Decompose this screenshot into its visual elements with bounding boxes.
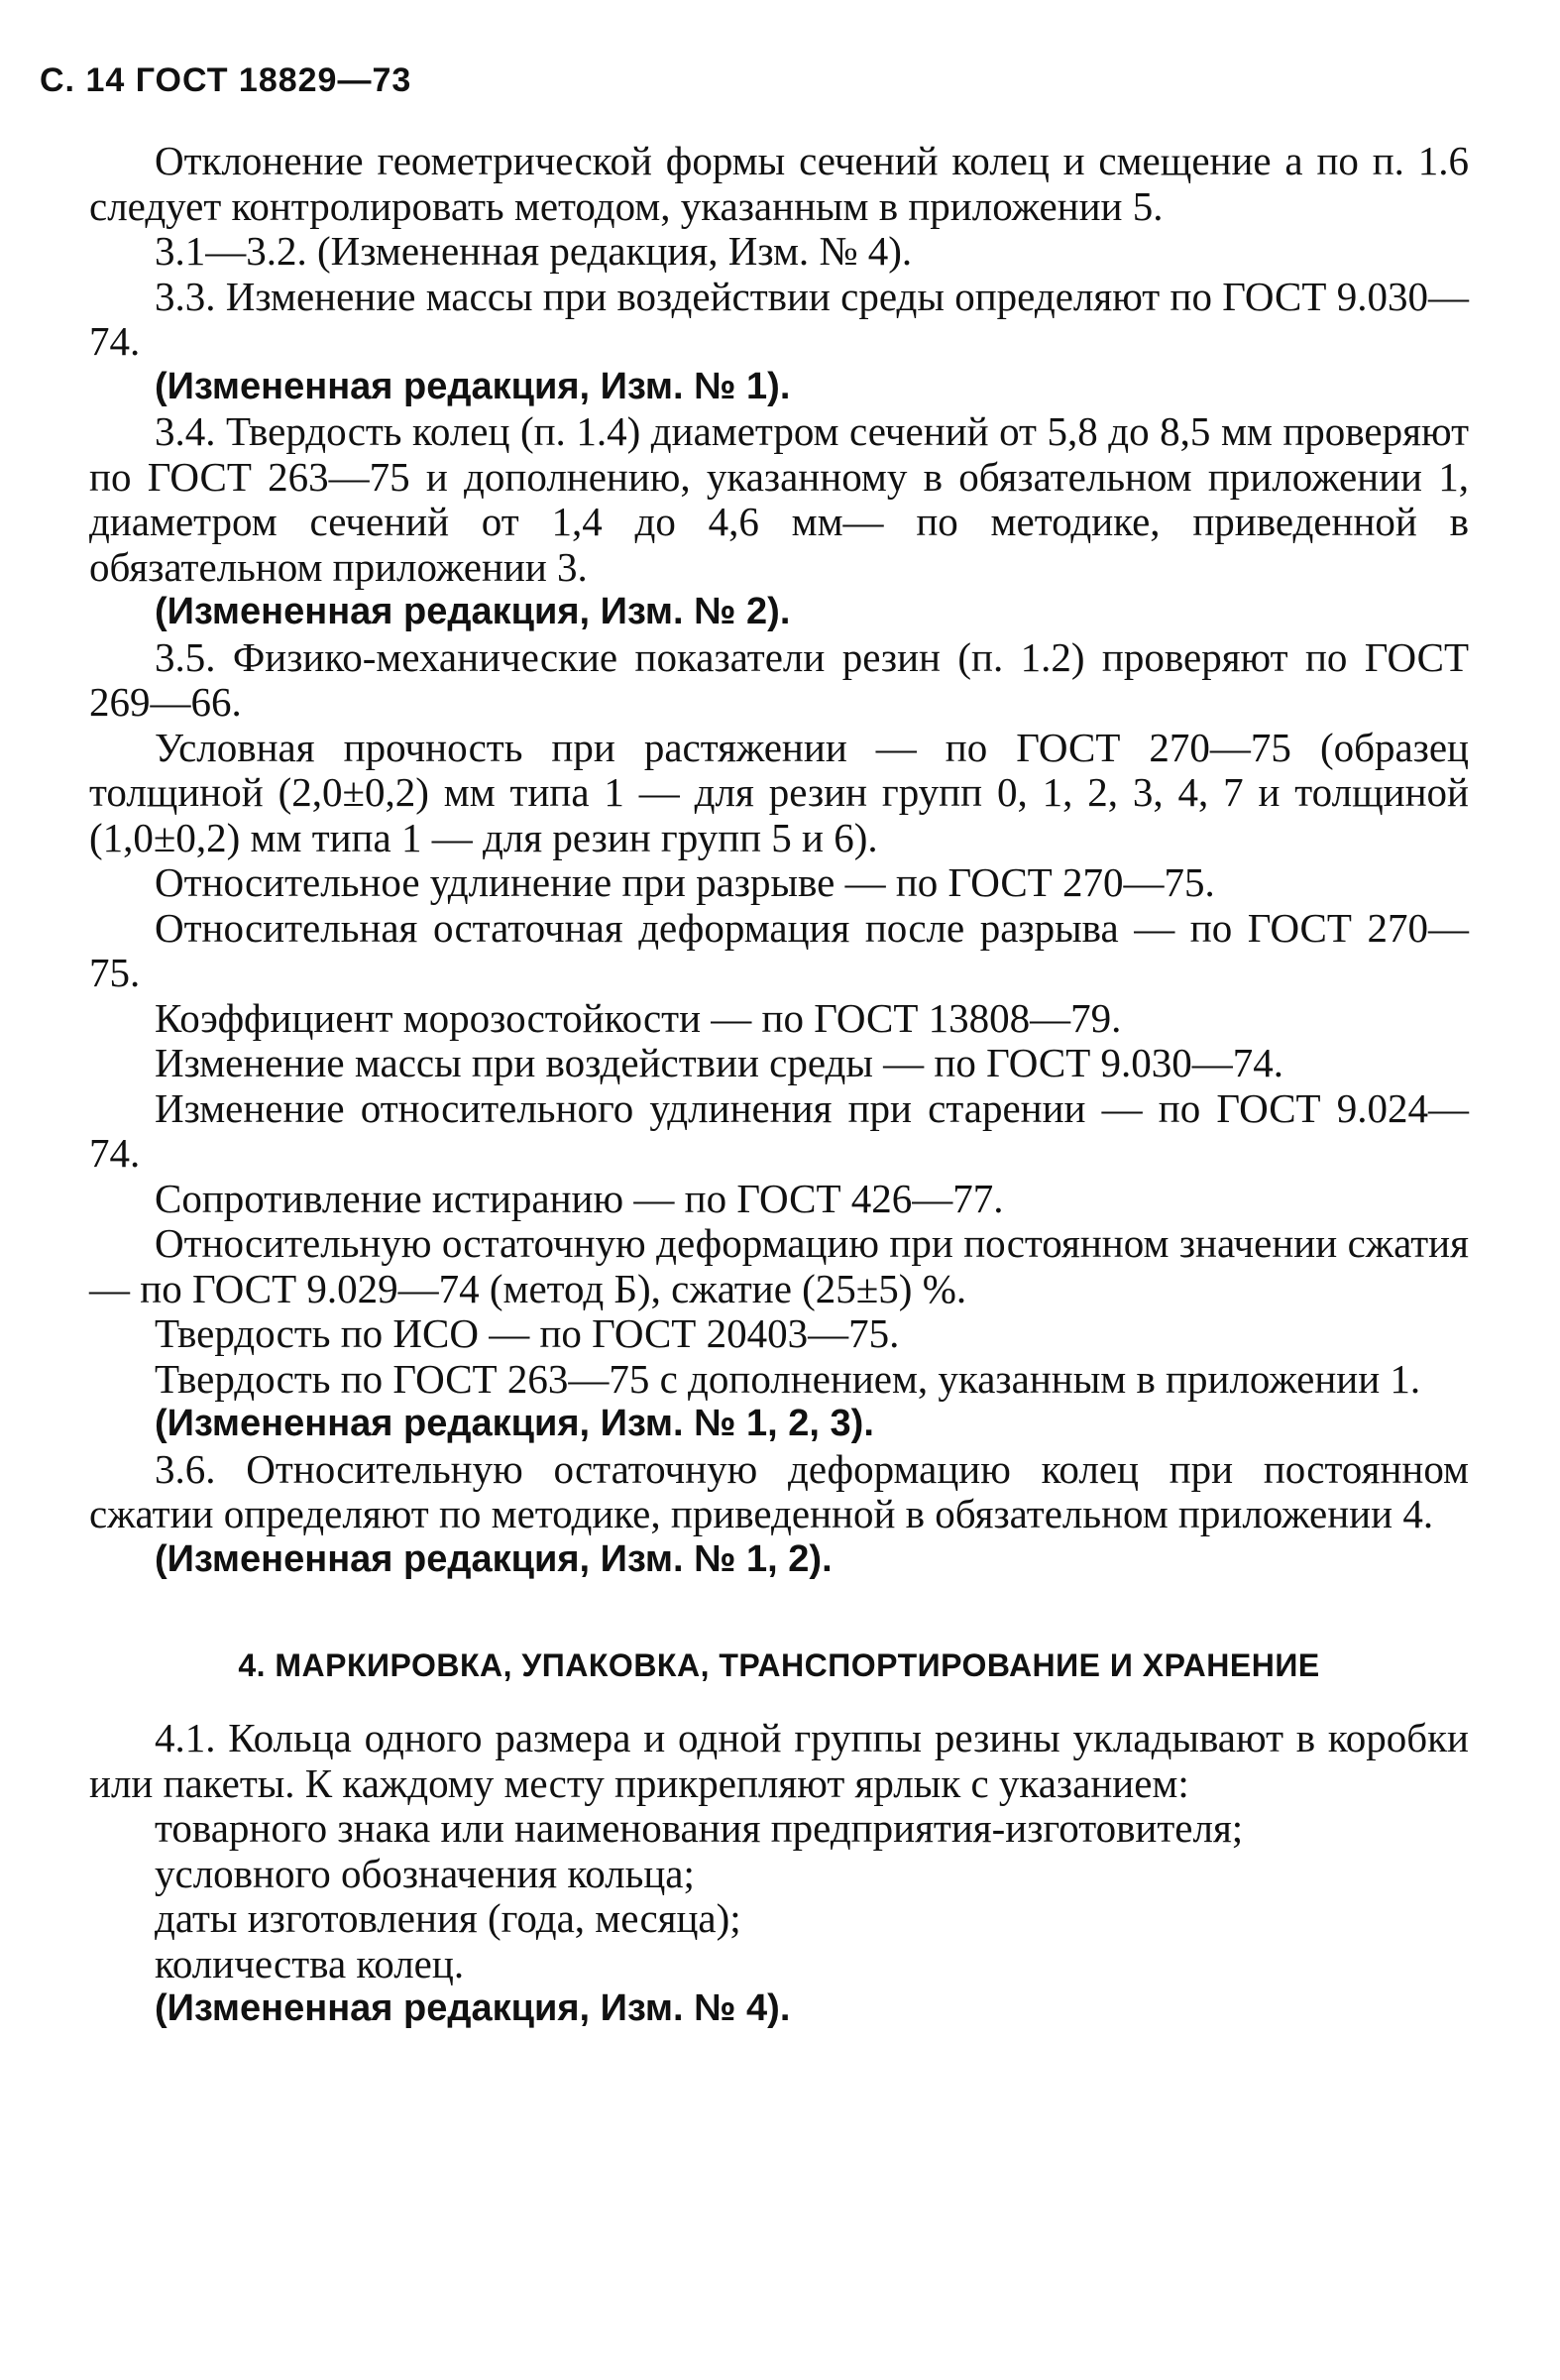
paragraph: Твердость по ГОСТ 263—75 с дополнением, указанным в приложении 1. [155, 1355, 1421, 1402]
paragraph: Коэффициент морозостойкости — по ГОСТ 13808—79. [155, 994, 1122, 1041]
paragraph: Относительное удлинение при разрыве — по ГОСТ 270—75. [155, 859, 1215, 905]
amendment-note: (Измененная редакция, Изм. № 1). [155, 365, 791, 407]
paragraph: 3.1—3.2. (Измененная редакция, Изм. № 4). [155, 228, 913, 274]
section-4-text [89, 1716, 1469, 2032]
amendment-note: (Измененная редакция, Изм. № 1, 2, 3). [155, 1403, 874, 1444]
list-item: условного обозначения кольца; [155, 1850, 695, 1896]
list-item: даты изготовления (года, месяца); [155, 1895, 741, 1941]
paragraph: 3.6. Относительную остаточную деформацию колец при постоянном сжатии определяют по методике, приведенной в обязательном приложении 4. [89, 1445, 1469, 1536]
paragraph: Относительную остаточную деформацию при постоянном значении сжатия — по ГОСТ 9.029—74 (метод Б), сжатие (25±5) %. [89, 1220, 1469, 1311]
running-head: С. 14 ГОСТ 18829—73 [40, 61, 412, 99]
paragraph: Изменение относительного удлинения при старении — по ГОСТ 9.024—74. [89, 1084, 1469, 1176]
list-item: количества колец. [155, 1940, 465, 1986]
paragraph: Относительная остаточная деформация после разрыва — по ГОСТ 270—75. [89, 904, 1469, 995]
page-body [89, 139, 1469, 2032]
list-item: товарного знака или наименования предприятия-изготовителя; [155, 1805, 1244, 1851]
paragraph: Условная прочность при растяжении — по ГОСТ 270—75 (образец толщиной (2,0±0,2) мм типа 1 — для резин групп 0, 1, 2, 3, 4, 7 и толщиной (1,0±0,2) мм типа 1 — для резин групп 5 и 6). [89, 724, 1469, 860]
paragraph: Сопротивление истиранию — по ГОСТ 426—77. [155, 1175, 1004, 1221]
paragraph: Отклонение геометрической формы сечений колец и смещение a по п. 1.6 следует контролировать методом, указанным в приложении 5. [89, 138, 1469, 229]
section-4-title: 4. МАРКИРОВКА, УПАКОВКА, ТРАНСПОРТИРОВАНИЕ И ХРАНЕНИЕ [238, 1647, 1320, 1683]
paragraph: Изменение массы при воздействии среды — по ГОСТ 9.030—74. [155, 1040, 1284, 1085]
paragraph: 3.4. Твердость колец (п. 1.4) диаметром сечений от 5,8 до 8,5 мм проверяют по ГОСТ 263—75 и дополнению, указанному в обязательном приложении 1, диаметром сечений от 1,4 до 4,6 мм— по методике, приведенной в обязательном приложении 3. [89, 408, 1469, 590]
paragraph: 4.1. Кольца одного размера и одной группы резины укладывают в коробки или пакеты. К каждому месту прикрепляют ярлык с указанием: [89, 1715, 1469, 1806]
paragraph: 3.3. Изменение массы при воздействии среды определяют по ГОСТ 9.030—74. [89, 273, 1469, 364]
paragraph: Твердость по ИСО — по ГОСТ 20403—75. [155, 1310, 900, 1356]
section-3-text [89, 139, 1469, 1582]
amendment-note: (Измененная редакция, Изм. № 1, 2). [155, 1537, 833, 1580]
paragraph: 3.5. Физико-механические показатели резин (п. 1.2) проверяют по ГОСТ 269—66. [89, 633, 1469, 725]
amendment-note: (Измененная редакция, Изм. № 2). [155, 591, 791, 632]
amendment-note: (Измененная редакция, Изм. № 4). [155, 1987, 791, 2029]
